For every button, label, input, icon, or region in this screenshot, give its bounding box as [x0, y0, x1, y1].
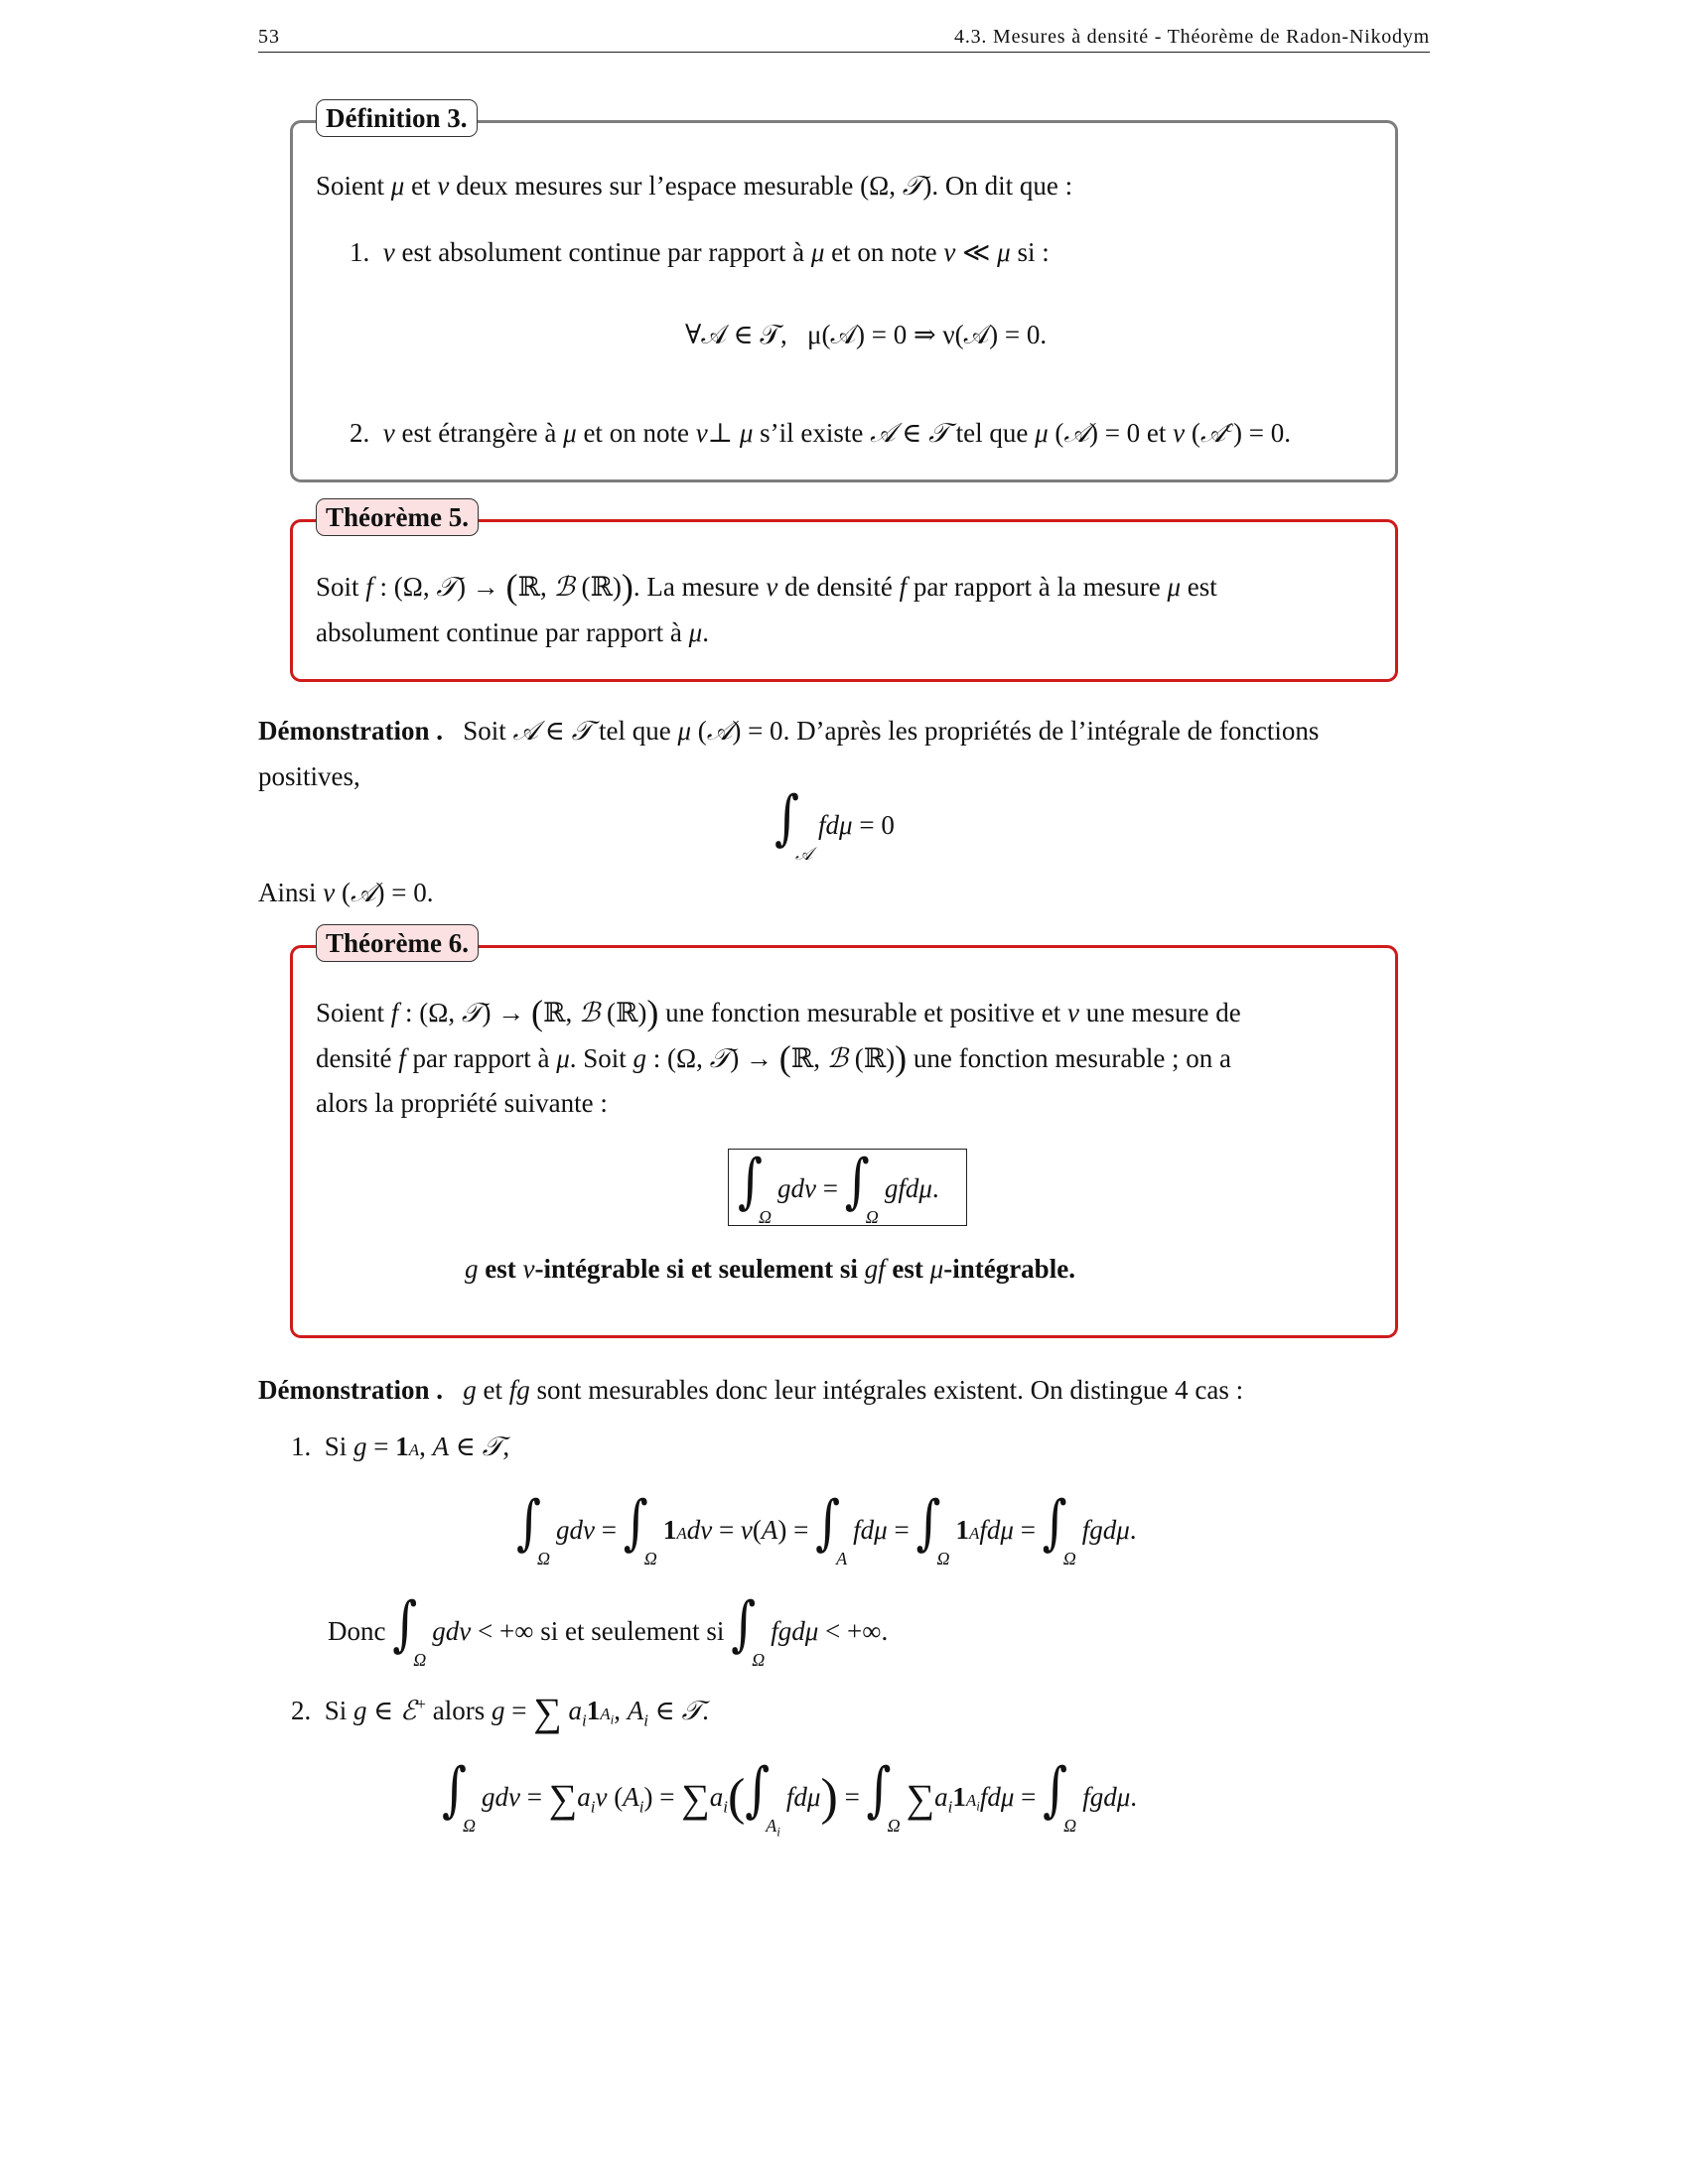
theorem6-line2: densité f par rapport à μ. Soit g : (Ω, 𝒯) → (ℝ, ℬ (ℝ)) une fonction mesurable ; on a — [316, 1038, 1232, 1078]
proof2-case2-formula: $\int_\Omega gd\nu = \sum a_i\nu$ $(A_i) = \sum a_i(\int_{A_i}fd\mu) = \int_\Omega\sum a_i1A_ifd\mu = \int_\Omega fgd\mu$. — [442, 1755, 1138, 1840]
running-title: 4.3. Mesures à densité - Théorème de Radon-Nikodym — [954, 26, 1430, 48]
page-header — [258, 26, 1430, 53]
proof2-case1-formula: $\int_\Omega gd\nu = \int_\Omega 1Ad\nu = \nu(A) = \int_Afd\mu = \int_\Omega 1Afd\mu = \int_\Omega fgd\mu$. — [516, 1488, 1137, 1569]
proof1-label: Démonstration . — [258, 716, 443, 746]
definition-intro: Soient μ et ν deux mesures sur l’espace mesurable (Ω, 𝒯). On dit que : — [316, 171, 1073, 202]
proof1-line2: positives, — [258, 761, 360, 791]
proof2-label: Démonstration . — [258, 1375, 443, 1405]
theorem5-line1: Soit f : (Ω, 𝒯) → (ℝ, ℬ (ℝ)). La mesure ν de densité f par rapport à la mesure μ est — [316, 567, 1217, 607]
proof1-line1: Démonstration . Soit 𝒜 ∈ 𝒯 tel que μ (𝒜) = 0. D’après les propriétés de l’intégrale de fonctions — [258, 716, 1320, 747]
theorem6-line3: alors la propriété suivante : — [316, 1088, 608, 1118]
theorem6-title: Théorème 6. — [316, 924, 479, 962]
definition-title: Définition 3. — [316, 99, 478, 137]
theorem5-line2: absolument continue par rapport à μ. — [316, 617, 709, 647]
proof1-conclusion: Ainsi ν (𝒜) = 0. — [258, 878, 434, 908]
proof2-intro: Démonstration . g et fg sont mesurables donc leur intégrales existent. On distingue 4 cas : — [258, 1375, 1244, 1405]
proof2-case1: 1. Si g = 1A, A ∈ 𝒯, — [291, 1432, 510, 1462]
proof1-integral: $\int_𝒜fd\mu = 0$ — [774, 783, 895, 865]
proof2-case1-donc: Donc $\int_\Omega gd\nu$ < +∞ si et seulement si $\int_\Omega fgd\mu$ < +∞. — [328, 1589, 889, 1670]
theorem5-title: Théorème 5. — [316, 498, 479, 536]
definition-item-1: 1. ν est absolument continue par rapport à μ et on note ν ≪ μ si : — [350, 237, 1050, 267]
page-number: 53 — [258, 26, 280, 48]
definition-item-2: 2. ν est étrangère à μ et on note ν⊥ μ s’il existe 𝒜 ∈ 𝒯 tel que μ (𝒜) = 0 et ν (𝒜$^c$) = 0. — [350, 417, 1291, 449]
theorem6-formula: $\int_\Omega gd\nu = \int_\Omega gfd\mu$. — [738, 1147, 939, 1227]
definition-item-1-formula: ∀𝒜 ∈ 𝒯, μ(𝒜) = 0 ⇒ ν(𝒜) = 0. — [685, 320, 1048, 349]
proof2-case2: 2. Si g ∈ ℰ+ alors g = ∑ $a_i1A_i$, $A_i$ ∈ 𝒯. — [291, 1690, 709, 1734]
theorem6-line1: Soient f : (Ω, 𝒯) → (ℝ, ℬ (ℝ)) une fonction mesurable et positive et ν une mesure de — [316, 993, 1241, 1032]
theorem6-bold-statement: g est ν-intégrable si et seulement si gf est μ-intégrable. — [465, 1254, 1075, 1284]
